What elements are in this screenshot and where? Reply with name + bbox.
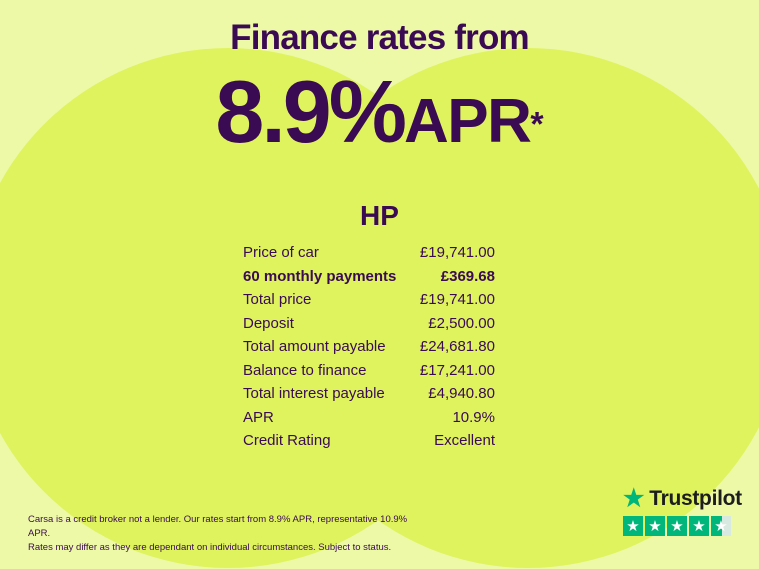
table-row [243,244,495,268]
trustpilot-badge [623,485,742,536]
table-row [243,362,495,386]
star-icon-half [711,516,731,536]
apr-headline [0,62,759,161]
row-value: £24,681.80 [419,338,495,355]
star-icon-full [645,516,665,536]
star-glyph: ★ [670,517,684,535]
table-row [243,268,495,292]
row-value: Excellent [434,432,495,449]
star-glyph: ★ [626,517,640,535]
row-label: Price of car [243,244,319,261]
row-label: APR [243,408,274,426]
finance-plan-title: HP [360,200,399,231]
row-label: Total price [243,291,312,308]
trustpilot-rating-stars [623,516,733,536]
row-value: £19,741.00 [419,291,495,308]
trustpilot-wordmark: Trustpilot [649,487,742,510]
row-value: £2,500.00 [428,314,495,332]
star-glyph: ★ [648,517,662,535]
disclaimer-line-1: Carsa is a credit broker not a lender. Our rates start from 8.9% APR, representative 10.9% APR. [28,514,408,539]
row-value: £4,940.80 [428,385,495,402]
apr-rate-word: APR [403,87,531,156]
table-row [243,409,495,433]
row-value: £17,241.00 [419,361,495,379]
star-glyph: ★ [714,517,728,535]
row-value: £19,741.00 [419,244,495,261]
star-icon-full [667,516,687,536]
table-row [243,432,495,456]
trustpilot-logo [623,485,742,512]
row-label: Total amount payable [243,338,386,355]
row-value: £369.68 [440,267,495,285]
trustpilot-star-icon: ★ [623,485,645,512]
table-row [243,385,495,409]
finance-details-table [243,244,495,456]
row-value: 10.9% [452,408,495,426]
table-row [243,338,495,362]
row-label: Deposit [243,314,294,332]
row-label: 60 monthly payments [243,267,397,285]
star-glyph: ★ [692,517,706,535]
page-title: Finance rates from [230,18,529,57]
star-icon-full [623,516,643,536]
star-icon-full [689,516,709,536]
row-label: Total interest payable [243,385,385,402]
row-label: Credit Rating [243,432,331,449]
row-label: Balance to finance [243,361,367,379]
apr-asterisk: * [530,105,544,144]
apr-rate-number: 8.9% [215,62,404,161]
disclaimer-text [28,513,428,554]
disclaimer-line-2: Rates may differ as they are dependant on individual circumstances. Subject to status. [28,541,392,553]
table-row [243,291,495,315]
table-row [243,315,495,339]
